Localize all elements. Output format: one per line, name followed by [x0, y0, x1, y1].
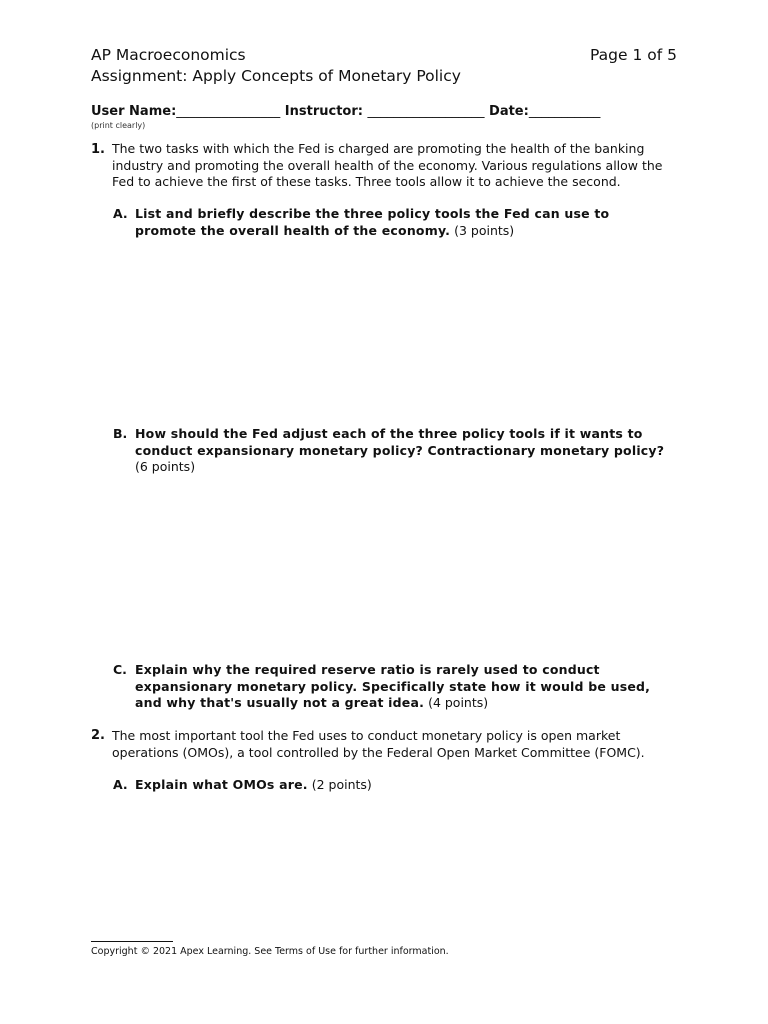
question-2a-letter: A. [113, 777, 128, 792]
date-blank[interactable]: ___________ [528, 104, 601, 119]
question-2-number: 2. [91, 728, 105, 743]
user-name-blank[interactable]: ________________ [176, 104, 281, 119]
question-1-number: 1. [91, 142, 105, 157]
print-clearly-note: (print clearly) [91, 121, 146, 130]
question-1a-letter: A. [113, 206, 128, 221]
question-1a-prompt [135, 206, 670, 239]
instructor-label: Instructor: [284, 104, 363, 119]
question-1b-prompt-text: How should the Fed adjust each of the three policy tools if it wants to conduct expansionary monetary policy? Contractionary monetary policy? [135, 426, 665, 458]
question-1-text: The two tasks with which the Fed is charged are promoting the health of the banking industry and promoting the overall health of the economy. Various regulations allow the Fed to achieve the first of these tasks. Three tools allow it to achieve the second. [112, 141, 663, 189]
question-1c-points: (4 points) [428, 695, 489, 710]
question-1b-letter: B. [113, 426, 128, 441]
question-2-text: The most important tool the Fed uses to conduct monetary policy is open market operations (OMOs), a tool controlled by the Federal Open Market Committee (FOMC). [112, 728, 645, 760]
question-2a-prompt-text: Explain what OMOs are. [135, 777, 308, 792]
user-name-label: User Name: [91, 104, 177, 119]
question-1c-prompt-text: Explain why the required reserve ratio is rarely used to conduct expansionary monetary policy. Specifically state how it would be used, and why that's usually not a great idea. [135, 662, 651, 710]
page-number: Page 1 of 5 [590, 46, 677, 64]
date-label: Date: [489, 104, 529, 119]
question-1b-points: (6 points) [135, 459, 196, 474]
course-title: AP Macroeconomics [91, 46, 246, 64]
question-2a-prompt [135, 777, 670, 794]
question-1b-prompt [135, 426, 670, 476]
student-info-fields [91, 104, 677, 119]
footnote-rule [91, 941, 173, 942]
question-1c-letter: C. [113, 662, 127, 677]
question-2a-points: (2 points) [311, 777, 372, 792]
question-1a-points: (3 points) [454, 222, 515, 238]
instructor-blank[interactable]: __________________ [367, 104, 485, 119]
copyright-notice: Copyright © 2021 Apex Learning. See Terms of Use for further information. [91, 946, 449, 957]
assignment-title: Assignment: Apply Concepts of Monetary Policy [91, 67, 461, 85]
question-1a-prompt-text: List and briefly describe the three policy tools the Fed can use to promote the overall health of the economy. [135, 206, 610, 238]
question-1c-prompt [135, 662, 670, 712]
